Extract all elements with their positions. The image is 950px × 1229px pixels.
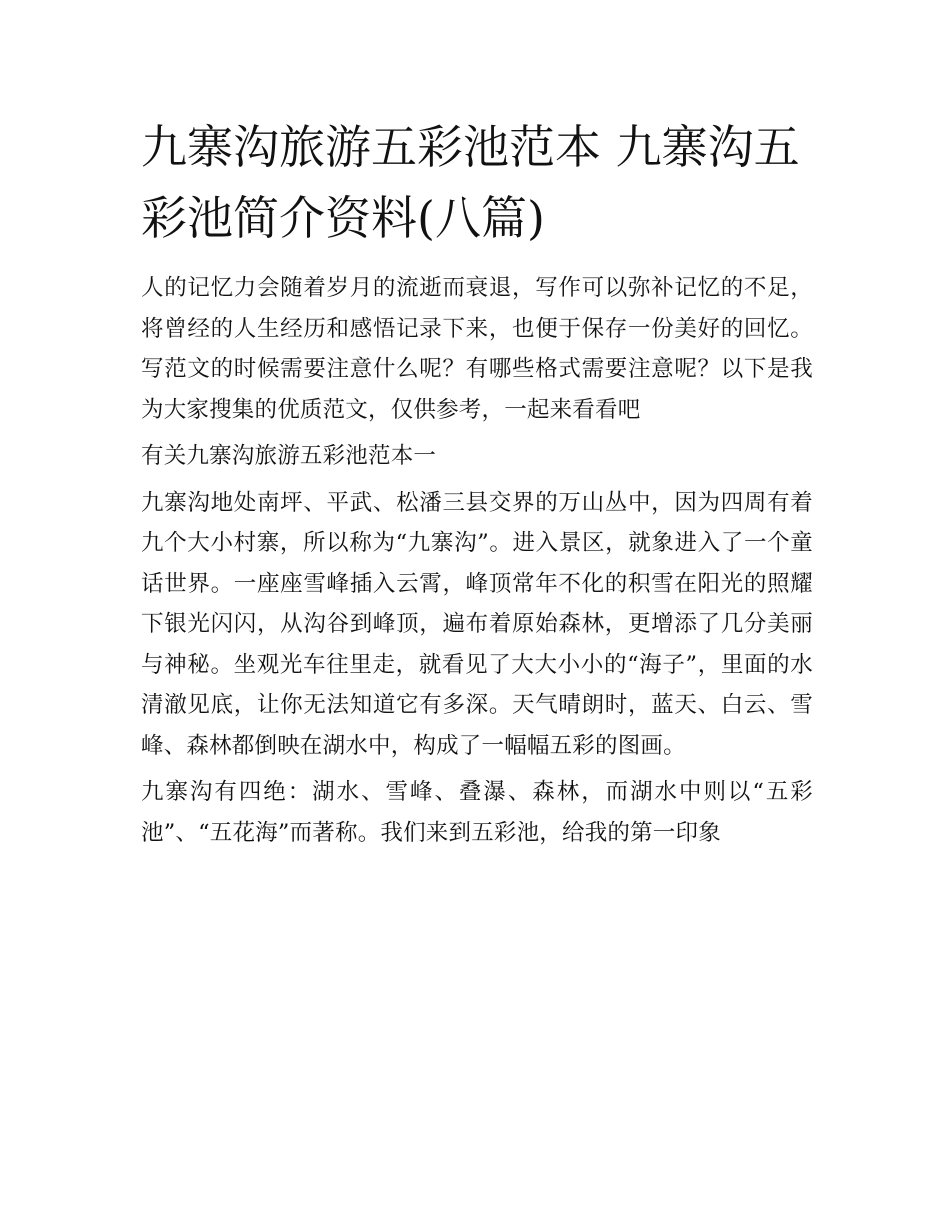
- body-paragraph: 九寨沟有四绝：湖水、雪峰、叠瀑、森林，而湖水中则以“五彩池”、“五花海”而著称。我们来到五彩池，给我的第一印象: [141, 779, 813, 846]
- document-title: 九寨沟旅游五彩池范本 九寨沟五彩池简介资料(八篇): [141, 120, 800, 245]
- intro-paragraph: 人的记忆力会随着岁月的流逝而衰退，写作可以弥补记忆的不足，将曾经的人生经历和感悟记录下来，也便于保存一份美好的回忆。写范文的时候需要注意什么呢？有哪些格式需要注意呢？以下是我为大家搜集的优质范文，仅供参考，一起来看看吧: [141, 275, 813, 423]
- section-heading: 有关九寨沟旅游五彩池范本一: [141, 443, 437, 469]
- body-paragraph: 九寨沟地处南坪、平武、松潘三县交界的万山丛中，因为四周有着九个大小村寨，所以称为“九寨沟”。进入景区，就象进入了一个童话世界。一座座雪峰插入云霄，峰顶常年不化的积雪在阳光的照耀下银光闪闪，从沟谷到峰顶，遍布着原始森林，更增添了几分美丽与神秘。坐观光车往里走，就看见了大大小小的“海子”，里面的水清澈见底，让你无法知道它有多深。天气晴朗时，蓝天、白云、雪峰、森林都倒映在湖水中，构成了一幅幅五彩的图画。: [141, 489, 813, 759]
- document-body: [141, 112, 813, 853]
